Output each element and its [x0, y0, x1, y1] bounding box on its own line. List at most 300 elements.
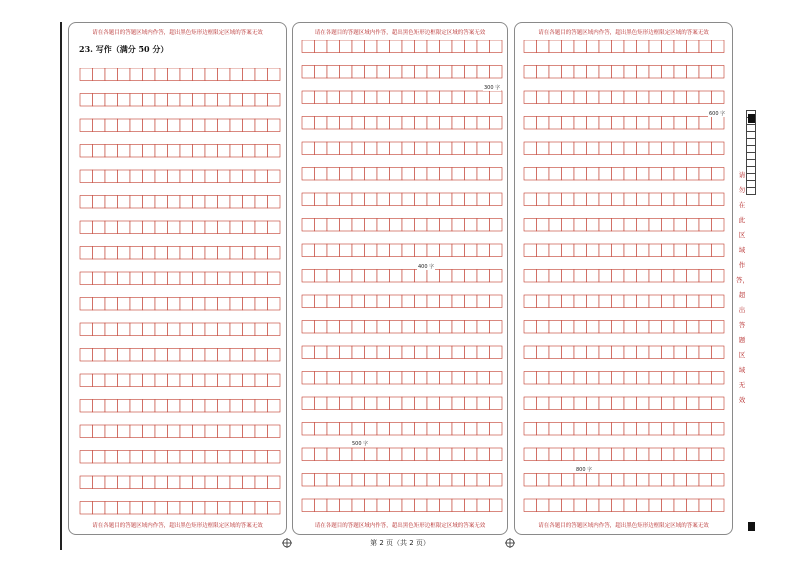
grid-cell: [612, 40, 625, 53]
grid-cell: [712, 448, 725, 461]
grid-cell: [599, 193, 612, 206]
grid-cell: [193, 145, 206, 158]
grid-cell: [255, 94, 268, 107]
grid-cell: [427, 219, 440, 232]
grid-cell: [402, 66, 415, 79]
grid-cell: [143, 170, 156, 183]
grid-cell: [562, 270, 575, 283]
grid-cell: [180, 221, 193, 234]
grid-cell: [105, 145, 118, 158]
grid-cell: [168, 68, 181, 81]
grid-cell: [402, 270, 415, 283]
grid-cell: [168, 119, 181, 132]
grid-cell: [537, 244, 550, 257]
grid-cell: [440, 117, 453, 130]
grid-cell: [130, 247, 143, 260]
grid-row: [524, 117, 724, 130]
grid-cell: [327, 117, 340, 130]
grid-cell: [365, 193, 378, 206]
grid-cell: [574, 397, 587, 410]
grid-cell: [599, 40, 612, 53]
grid-cell: [524, 321, 537, 334]
grid-cell: [93, 451, 106, 464]
grid-cell: [662, 397, 675, 410]
grid-cell: [574, 168, 587, 181]
grid-cell: [637, 295, 650, 308]
grid-cell: [490, 321, 503, 334]
grid-cell: [427, 423, 440, 436]
grid-cell: [268, 476, 281, 489]
grid-cell: [452, 117, 465, 130]
grid-cell: [402, 168, 415, 181]
grid-cell: [415, 244, 428, 257]
grid-cell: [712, 117, 725, 130]
grid-cell: [477, 499, 490, 512]
grid-row: [302, 168, 502, 181]
grid-cell: [465, 168, 478, 181]
grid-cell: [365, 321, 378, 334]
grid-cell: [230, 170, 243, 183]
side-warning-text: 请勿在此区域作答，超出答题区域无效: [736, 171, 749, 404]
grid-cell: [130, 221, 143, 234]
grid-cell: [452, 219, 465, 232]
page-number: 第 2 页（共 2 页）: [370, 539, 430, 547]
grid-cell: [118, 68, 131, 81]
grid-cell: [155, 502, 168, 515]
grid-cell: [302, 219, 315, 232]
grid-cell: [143, 68, 156, 81]
grid-cell: [218, 272, 231, 285]
grid-cell: [327, 474, 340, 487]
grid-cell: [168, 323, 181, 336]
grid-cell: [180, 145, 193, 158]
grid-cell: [302, 193, 315, 206]
grid-cell: [352, 397, 365, 410]
grid-cell: [637, 474, 650, 487]
grid-cell: [562, 244, 575, 257]
grid-cell: [699, 397, 712, 410]
grid-cell: [537, 448, 550, 461]
grid-cell: [490, 168, 503, 181]
grid-cell: [180, 170, 193, 183]
grid-cell: [637, 372, 650, 385]
question-title[interactable]: 23. 写作（满分 50 分）: [79, 44, 169, 54]
grid-cell: [415, 168, 428, 181]
grid-cell: [490, 499, 503, 512]
grid-cell: [105, 451, 118, 464]
grid-cell: [699, 295, 712, 308]
grid-cell: [390, 423, 403, 436]
grid-cell: [365, 397, 378, 410]
grid-cell: [674, 142, 687, 155]
grid-row: [524, 91, 724, 104]
grid-cell: [302, 117, 315, 130]
grid-cell: [427, 474, 440, 487]
grid-cell: [427, 142, 440, 155]
grid-cell: [218, 196, 231, 209]
grid-row: [302, 40, 502, 53]
grid-cell: [230, 425, 243, 438]
writing-grid[interactable]: [301, 40, 503, 525]
grid-cell: [193, 374, 206, 387]
grid-cell: [465, 372, 478, 385]
grid-cell: [599, 499, 612, 512]
grid-cell: [390, 321, 403, 334]
grid-cell: [302, 142, 315, 155]
grid-cell: [118, 400, 131, 413]
grid-cell: [327, 91, 340, 104]
grid-cell: [155, 196, 168, 209]
grid-cell: [537, 193, 550, 206]
grid-cell: [315, 219, 328, 232]
grid-row: [302, 397, 502, 410]
grid-cell: [524, 346, 537, 359]
grid-cell: [243, 221, 256, 234]
grid-cell: [168, 170, 181, 183]
grid-cell: [490, 448, 503, 461]
grid-cell: [674, 244, 687, 257]
grid-cell: [587, 66, 600, 79]
grid-row: [302, 193, 502, 206]
grid-cell: [365, 270, 378, 283]
grid-cell: [365, 91, 378, 104]
grid-cell: [365, 372, 378, 385]
grid-cell: [649, 219, 662, 232]
grid-cell: [537, 168, 550, 181]
grid-cell: [612, 270, 625, 283]
grid-cell: [130, 349, 143, 362]
writing-grid[interactable]: [79, 68, 281, 527]
grid-cell: [205, 374, 218, 387]
grid-cell: [712, 168, 725, 181]
grid-cell: [302, 40, 315, 53]
grid-cell: [402, 40, 415, 53]
grid-cell: [699, 219, 712, 232]
grid-cell: [377, 397, 390, 410]
grid-cell: [562, 193, 575, 206]
grid-cell: [377, 448, 390, 461]
grid-cell: [612, 117, 625, 130]
grid-cell: [674, 397, 687, 410]
grid-cell: [649, 117, 662, 130]
grid-cell: [93, 425, 106, 438]
grid-cell: [365, 499, 378, 512]
grid-cell: [193, 119, 206, 132]
grid-cell: [377, 474, 390, 487]
grid-cell: [193, 247, 206, 260]
grid-cell: [168, 425, 181, 438]
grid-cell: [243, 425, 256, 438]
grid-cell: [587, 448, 600, 461]
grid-cell: [352, 193, 365, 206]
grid-cell: [130, 170, 143, 183]
grid-cell: [549, 40, 562, 53]
grid-cell: [340, 40, 353, 53]
grid-cell: [402, 346, 415, 359]
grid-cell: [105, 298, 118, 311]
grid-cell: [243, 323, 256, 336]
grid-cell: [662, 270, 675, 283]
grid-cell: [537, 117, 550, 130]
grid-row: [80, 119, 280, 132]
grid-cell: [465, 142, 478, 155]
grid-cell: [549, 499, 562, 512]
grid-cell: [327, 244, 340, 257]
grid-cell: [340, 321, 353, 334]
grid-cell: [452, 499, 465, 512]
grid-cell: [340, 117, 353, 130]
grid-cell: [574, 295, 587, 308]
grid-cell: [549, 448, 562, 461]
grid-cell: [587, 219, 600, 232]
grid-cell: [687, 219, 700, 232]
grid-cell: [105, 323, 118, 336]
grid-cell: [415, 448, 428, 461]
grid-cell: [452, 244, 465, 257]
grid-cell: [637, 219, 650, 232]
grid-cell: [674, 117, 687, 130]
grid-cell: [712, 397, 725, 410]
grid-cell: [440, 423, 453, 436]
grid-cell: [155, 349, 168, 362]
grid-cell: [390, 193, 403, 206]
grid-cell: [302, 321, 315, 334]
grid-cell: [268, 68, 281, 81]
grid-cell: [415, 270, 428, 283]
grid-cell: [80, 298, 93, 311]
grid-cell: [490, 40, 503, 53]
grid-cell: [118, 94, 131, 107]
grid-cell: [427, 117, 440, 130]
grid-cell: [377, 142, 390, 155]
grid-cell: [524, 448, 537, 461]
grid-cell: [80, 374, 93, 387]
word-count-marker-300: 300 字: [484, 85, 501, 91]
grid-cell: [415, 117, 428, 130]
grid-cell: [549, 244, 562, 257]
grid-cell: [218, 221, 231, 234]
grid-cell: [699, 168, 712, 181]
grid-cell: [562, 117, 575, 130]
grid-cell: [524, 474, 537, 487]
grid-cell: [93, 374, 106, 387]
grid-cell: [315, 474, 328, 487]
grid-cell: [624, 40, 637, 53]
grid-cell: [612, 142, 625, 155]
grid-cell: [340, 423, 353, 436]
grid-cell: [637, 244, 650, 257]
grid-cell: [118, 374, 131, 387]
grid-cell: [465, 91, 478, 104]
grid-cell: [599, 321, 612, 334]
grid-cell: [452, 40, 465, 53]
grid-cell: [477, 193, 490, 206]
grid-cell: [130, 451, 143, 464]
grid-cell: [674, 346, 687, 359]
grid-cell: [415, 219, 428, 232]
grid-cell: [218, 400, 231, 413]
grid-cell: [93, 247, 106, 260]
grid-cell: [352, 219, 365, 232]
grid-cell: [105, 196, 118, 209]
grid-cell: [205, 272, 218, 285]
grid-cell: [302, 295, 315, 308]
grid-cell: [243, 196, 256, 209]
grid-cell: [662, 168, 675, 181]
grid-cell: [687, 397, 700, 410]
grid-cell: [130, 119, 143, 132]
grid-cell: [524, 423, 537, 436]
grid-cell: [327, 397, 340, 410]
grid-cell: [477, 91, 490, 104]
grid-cell: [587, 244, 600, 257]
grid-cell: [587, 474, 600, 487]
grid-cell: [599, 168, 612, 181]
grid-cell: [180, 272, 193, 285]
grid-cell: [612, 295, 625, 308]
grid-cell: [377, 321, 390, 334]
grid-cell: [662, 474, 675, 487]
grid-cell: [155, 68, 168, 81]
grid-cell: [205, 119, 218, 132]
grid-row: [80, 374, 280, 387]
grid-cell: [193, 94, 206, 107]
grid-cell: [687, 168, 700, 181]
grid-cell: [599, 346, 612, 359]
grid-cell: [365, 168, 378, 181]
grid-cell: [205, 247, 218, 260]
grid-cell: [649, 270, 662, 283]
grid-cell: [624, 270, 637, 283]
grid-cell: [402, 142, 415, 155]
grid-cell: [562, 91, 575, 104]
grid-cell: [452, 423, 465, 436]
grid-cell: [537, 423, 550, 436]
answer-panel-2: [292, 22, 508, 535]
grid-cell: [243, 119, 256, 132]
grid-cell: [168, 374, 181, 387]
grid-cell: [118, 247, 131, 260]
grid-cell: [465, 448, 478, 461]
grid-cell: [340, 142, 353, 155]
grid-cell: [477, 321, 490, 334]
grid-cell: [637, 397, 650, 410]
grid-row: [302, 346, 502, 359]
grid-cell: [587, 499, 600, 512]
grid-cell: [315, 91, 328, 104]
grid-cell: [193, 221, 206, 234]
grid-cell: [662, 423, 675, 436]
grid-cell: [143, 247, 156, 260]
grid-cell: [168, 400, 181, 413]
grid-cell: [218, 170, 231, 183]
grid-cell: [243, 349, 256, 362]
grid-cell: [549, 474, 562, 487]
grid-cell: [268, 247, 281, 260]
grid-cell: [205, 221, 218, 234]
grid-cell: [402, 244, 415, 257]
grid-cell: [477, 295, 490, 308]
grid-cell: [130, 502, 143, 515]
grid-cell: [105, 400, 118, 413]
grid-cell: [243, 272, 256, 285]
grid-cell: [377, 117, 390, 130]
grid-cell: [699, 499, 712, 512]
grid-cell: [490, 142, 503, 155]
grid-cell: [352, 448, 365, 461]
grid-cell: [662, 346, 675, 359]
grid-cell: [268, 170, 281, 183]
grid-cell: [390, 270, 403, 283]
grid-row: [524, 295, 724, 308]
grid-cell: [599, 448, 612, 461]
grid-cell: [712, 40, 725, 53]
grid-cell: [427, 321, 440, 334]
grid-cell: [452, 321, 465, 334]
grid-cell: [302, 474, 315, 487]
grid-row: [302, 321, 502, 334]
grid-cell: [612, 244, 625, 257]
grid-cell: [302, 66, 315, 79]
grid-cell: [230, 94, 243, 107]
writing-grid[interactable]: [523, 40, 725, 525]
grid-cell: [315, 423, 328, 436]
grid-cell: [80, 502, 93, 515]
grid-cell: [599, 372, 612, 385]
grid-cell: [230, 247, 243, 260]
grid-cell: [390, 448, 403, 461]
grid-cell: [402, 397, 415, 410]
grid-cell: [93, 298, 106, 311]
grid-cell: [712, 193, 725, 206]
grid-row: [524, 397, 724, 410]
grid-cell: [687, 142, 700, 155]
grid-cell: [168, 476, 181, 489]
grid-cell: [402, 448, 415, 461]
grid-cell: [143, 323, 156, 336]
grid-row: [302, 448, 502, 461]
grid-cell: [524, 91, 537, 104]
grid-cell: [549, 91, 562, 104]
grid-cell: [440, 499, 453, 512]
grid-cell: [624, 474, 637, 487]
grid-cell: [168, 451, 181, 464]
grid-cell: [130, 476, 143, 489]
grid-cell: [390, 168, 403, 181]
grid-cell: [415, 66, 428, 79]
grid-cell: [662, 142, 675, 155]
grid-cell: [327, 499, 340, 512]
grid-cell: [637, 40, 650, 53]
grid-cell: [205, 323, 218, 336]
grid-cell: [687, 448, 700, 461]
grid-cell: [490, 397, 503, 410]
grid-cell: [93, 323, 106, 336]
grid-cell: [612, 397, 625, 410]
grid-cell: [477, 270, 490, 283]
grid-cell: [105, 272, 118, 285]
grid-cell: [649, 448, 662, 461]
grid-cell: [549, 219, 562, 232]
grid-cell: [465, 244, 478, 257]
grid-cell: [662, 219, 675, 232]
grid-cell: [143, 374, 156, 387]
grid-cell: [415, 499, 428, 512]
grid-cell: [637, 117, 650, 130]
grid-cell: [415, 91, 428, 104]
grid-cell: [402, 423, 415, 436]
grid-cell: [180, 349, 193, 362]
